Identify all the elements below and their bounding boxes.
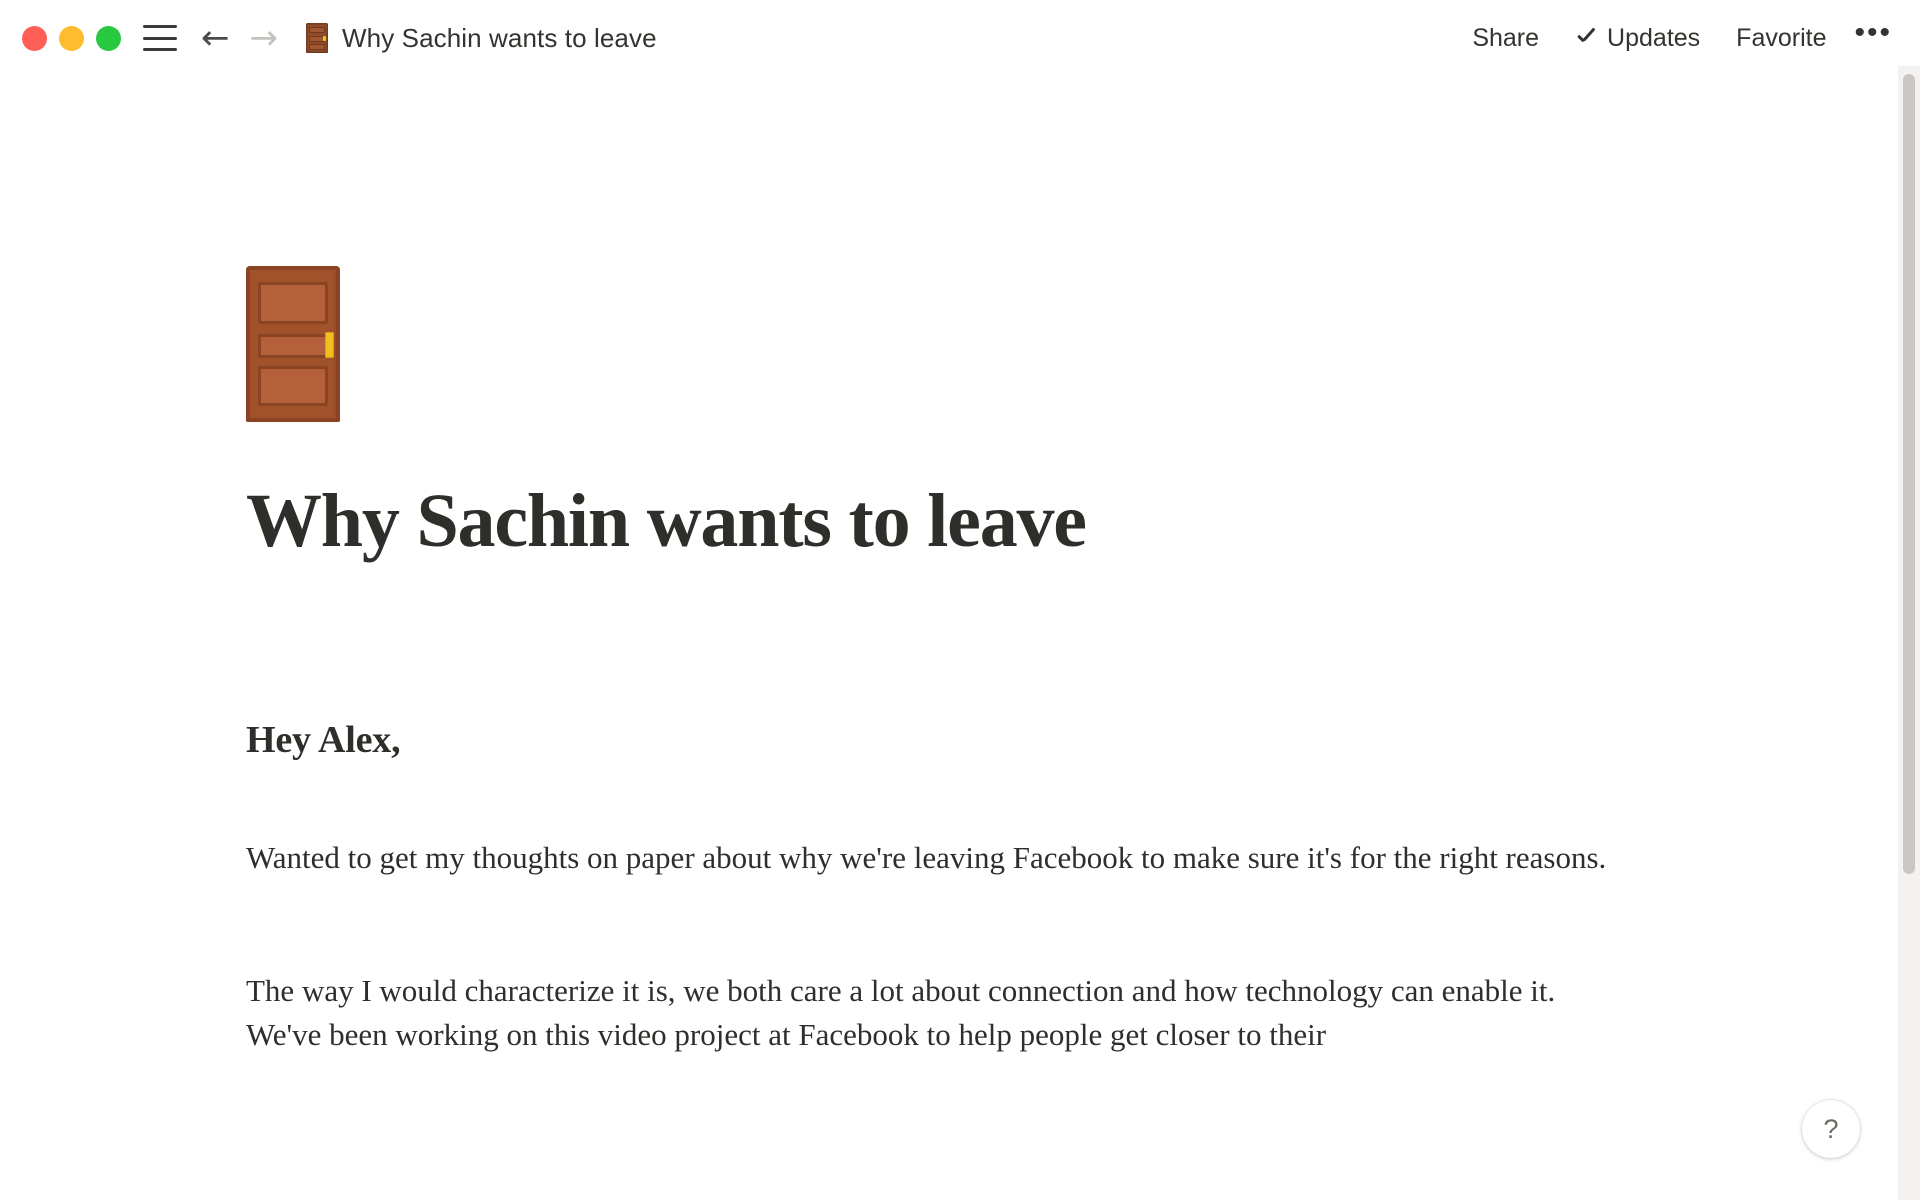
- forward-arrow-icon[interactable]: →: [249, 18, 278, 58]
- breadcrumb[interactable]: [306, 23, 657, 54]
- maximize-window-button[interactable]: [96, 26, 121, 51]
- traffic-lights: [22, 26, 121, 51]
- document-content: [246, 76, 1676, 1058]
- more-options-icon[interactable]: •••: [1854, 16, 1892, 49]
- door-icon: [306, 23, 328, 53]
- title-bar: [0, 0, 1920, 76]
- scrollbar[interactable]: [1898, 66, 1920, 1200]
- scrollbar-thumb[interactable]: [1903, 74, 1915, 874]
- check-icon: [1575, 27, 1597, 49]
- title-bar-actions: [1454, 18, 1902, 59]
- share-button[interactable]: [1454, 18, 1557, 59]
- paragraph-1[interactable]: Wanted to get my thoughts on paper about why we're leaving Facebook to make sure it's for the right reasons.: [246, 839, 1607, 875]
- help-button[interactable]: ?: [1802, 1100, 1860, 1158]
- page-title[interactable]: Why Sachin wants to leave: [246, 479, 1086, 563]
- updates-button[interactable]: [1557, 18, 1718, 59]
- favorite-label: Favorite: [1736, 23, 1827, 52]
- page-door-icon[interactable]: [246, 266, 340, 422]
- favorite-button[interactable]: [1718, 18, 1844, 59]
- minimize-window-button[interactable]: [59, 26, 84, 51]
- hamburger-menu-icon[interactable]: [143, 25, 177, 51]
- share-label: Share: [1472, 23, 1540, 52]
- close-window-button[interactable]: [22, 26, 47, 51]
- section-heading[interactable]: Hey Alex,: [246, 718, 401, 761]
- paragraph-2[interactable]: The way I would characterize it is, we both care a lot about connection and how technology can enable it. We've been working on this video project at Facebook to help people get closer to their: [246, 972, 1556, 1053]
- breadcrumb-title: Why Sachin wants to leave: [342, 22, 657, 53]
- back-arrow-icon[interactable]: ←: [201, 18, 230, 58]
- updates-label: Updates: [1607, 23, 1701, 52]
- document-page: [0, 76, 1898, 1200]
